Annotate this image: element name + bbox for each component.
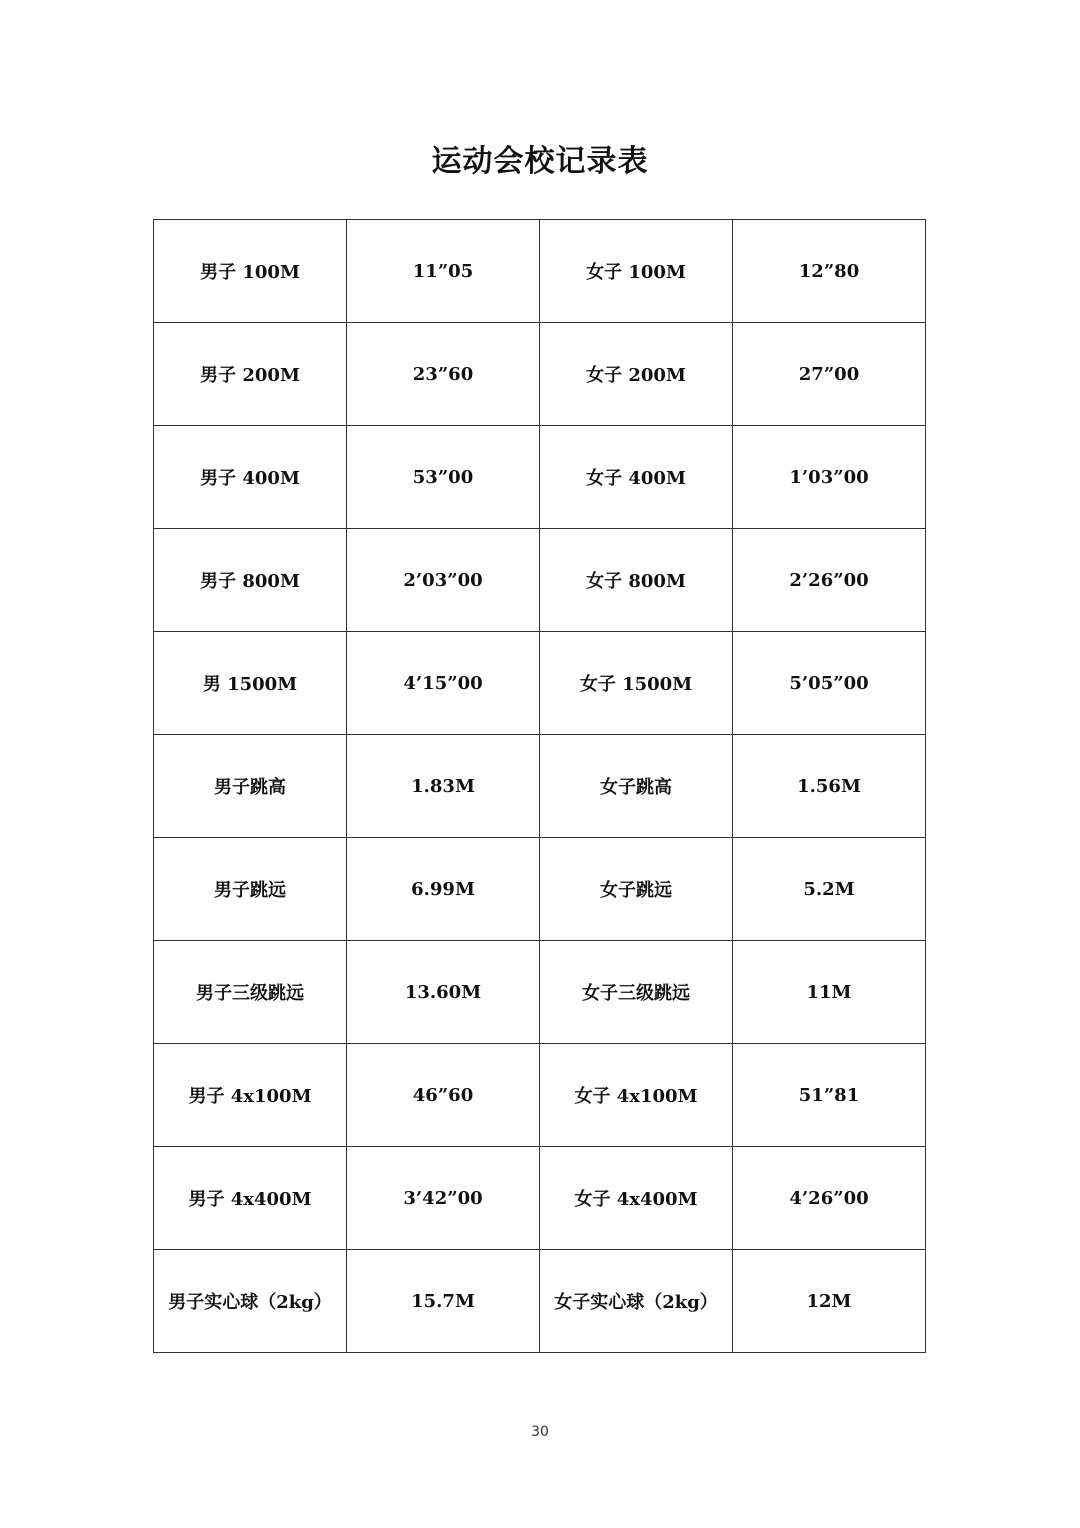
male-event-cell: 男 1500M <box>154 632 347 735</box>
table-row <box>154 1147 926 1250</box>
male-event-cell: 男子跳远 <box>154 838 347 941</box>
female-event-cell: 女子跳高 <box>540 735 733 838</box>
male-event-cell: 男子跳高 <box>154 735 347 838</box>
female-record-cell: 5’05”00 <box>733 632 926 735</box>
male-record-cell: 1.83M <box>347 735 540 838</box>
female-event-cell: 女子实心球（2kg） <box>540 1250 733 1353</box>
female-event-cell: 女子 400M <box>540 426 733 529</box>
table-row <box>154 529 926 632</box>
male-record-cell: 6.99M <box>347 838 540 941</box>
table-row <box>154 1250 926 1353</box>
female-event-cell: 女子 100M <box>540 220 733 323</box>
female-event-cell: 女子跳远 <box>540 838 733 941</box>
table-row <box>154 426 926 529</box>
male-event-cell: 男子 100M <box>154 220 347 323</box>
female-record-cell: 5.2M <box>733 838 926 941</box>
page-number: 30 <box>531 1424 549 1440</box>
male-record-cell: 3’42”00 <box>347 1147 540 1250</box>
female-record-cell: 1’03”00 <box>733 426 926 529</box>
male-record-cell: 15.7M <box>347 1250 540 1353</box>
male-event-cell: 男子 4x400M <box>154 1147 347 1250</box>
male-event-cell: 男子 400M <box>154 426 347 529</box>
table-row <box>154 1044 926 1147</box>
female-record-cell: 12”80 <box>733 220 926 323</box>
male-event-cell: 男子 4x100M <box>154 1044 347 1147</box>
female-record-cell: 4’26”00 <box>733 1147 926 1250</box>
female-event-cell: 女子 1500M <box>540 632 733 735</box>
female-event-cell: 女子三级跳远 <box>540 941 733 1044</box>
female-event-cell: 女子 4x100M <box>540 1044 733 1147</box>
records-table <box>153 219 926 1353</box>
male-record-cell: 23”60 <box>347 323 540 426</box>
page-title: 运动会校记录表 <box>431 144 649 179</box>
table-row <box>154 735 926 838</box>
table-row <box>154 323 926 426</box>
male-event-cell: 男子 800M <box>154 529 347 632</box>
table-row <box>154 220 926 323</box>
table-row <box>154 632 926 735</box>
male-record-cell: 4’15”00 <box>347 632 540 735</box>
female-event-cell: 女子 4x400M <box>540 1147 733 1250</box>
male-event-cell: 男子三级跳远 <box>154 941 347 1044</box>
male-event-cell: 男子 200M <box>154 323 347 426</box>
male-record-cell: 13.60M <box>347 941 540 1044</box>
female-record-cell: 51”81 <box>733 1044 926 1147</box>
male-event-cell: 男子实心球（2kg） <box>154 1250 347 1353</box>
male-record-cell: 11”05 <box>347 220 540 323</box>
male-record-cell: 53”00 <box>347 426 540 529</box>
female-record-cell: 2’26”00 <box>733 529 926 632</box>
table-row <box>154 838 926 941</box>
male-record-cell: 46”60 <box>347 1044 540 1147</box>
female-record-cell: 1.56M <box>733 735 926 838</box>
female-event-cell: 女子 800M <box>540 529 733 632</box>
female-event-cell: 女子 200M <box>540 323 733 426</box>
female-record-cell: 27”00 <box>733 323 926 426</box>
table-row <box>154 941 926 1044</box>
female-record-cell: 11M <box>733 941 926 1044</box>
female-record-cell: 12M <box>733 1250 926 1353</box>
male-record-cell: 2’03”00 <box>347 529 540 632</box>
